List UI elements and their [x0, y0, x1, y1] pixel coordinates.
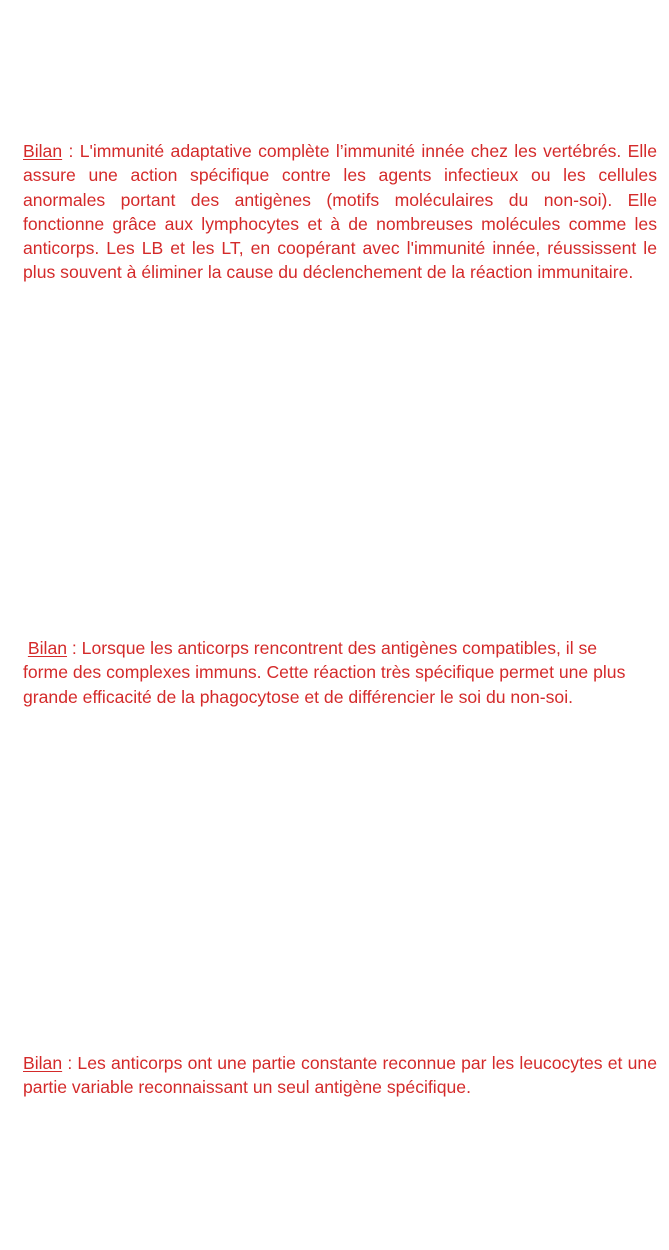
- bilan-paragraph-adaptive-immunity: [23, 139, 657, 285]
- bilan-paragraph-immune-complexes: [23, 636, 643, 709]
- bilan-label: Bilan: [27, 638, 68, 658]
- bilan-text: : Les anticorps ont une partie constante reconnue par les leucocytes et une partie variable reconnaissant un seul antigène spécifique.: [23, 1053, 657, 1098]
- bilan-text: : Lorsque les anticorps rencontrent des antigènes compatibles, il se forme des complexes immuns. Cette réaction très spécifique permet une plus grande efficacité de la phagocytose et de différencier le soi du non-soi.: [23, 638, 626, 707]
- bilan-text: : L'immunité adaptative complète l’immunité innée chez les vertébrés. Elle assure une action spécifique contre les agents infectieux ou les cellules anormales portant des antigènes (motifs moléculaires du non-soi). Elle fonctionne grâce aux lymphocytes et à de nombreuses molécules comme les anticorps. Les LB et les LT, en coopérant avec l'immunité innée, réussissent le plus souvent à éliminer la cause du déclenchement de la réaction immunitaire.: [23, 141, 657, 283]
- bilan-label: Bilan: [23, 1053, 63, 1073]
- bilan-label: Bilan: [23, 141, 63, 161]
- bilan-paragraph-antibody-structure: [23, 1051, 657, 1100]
